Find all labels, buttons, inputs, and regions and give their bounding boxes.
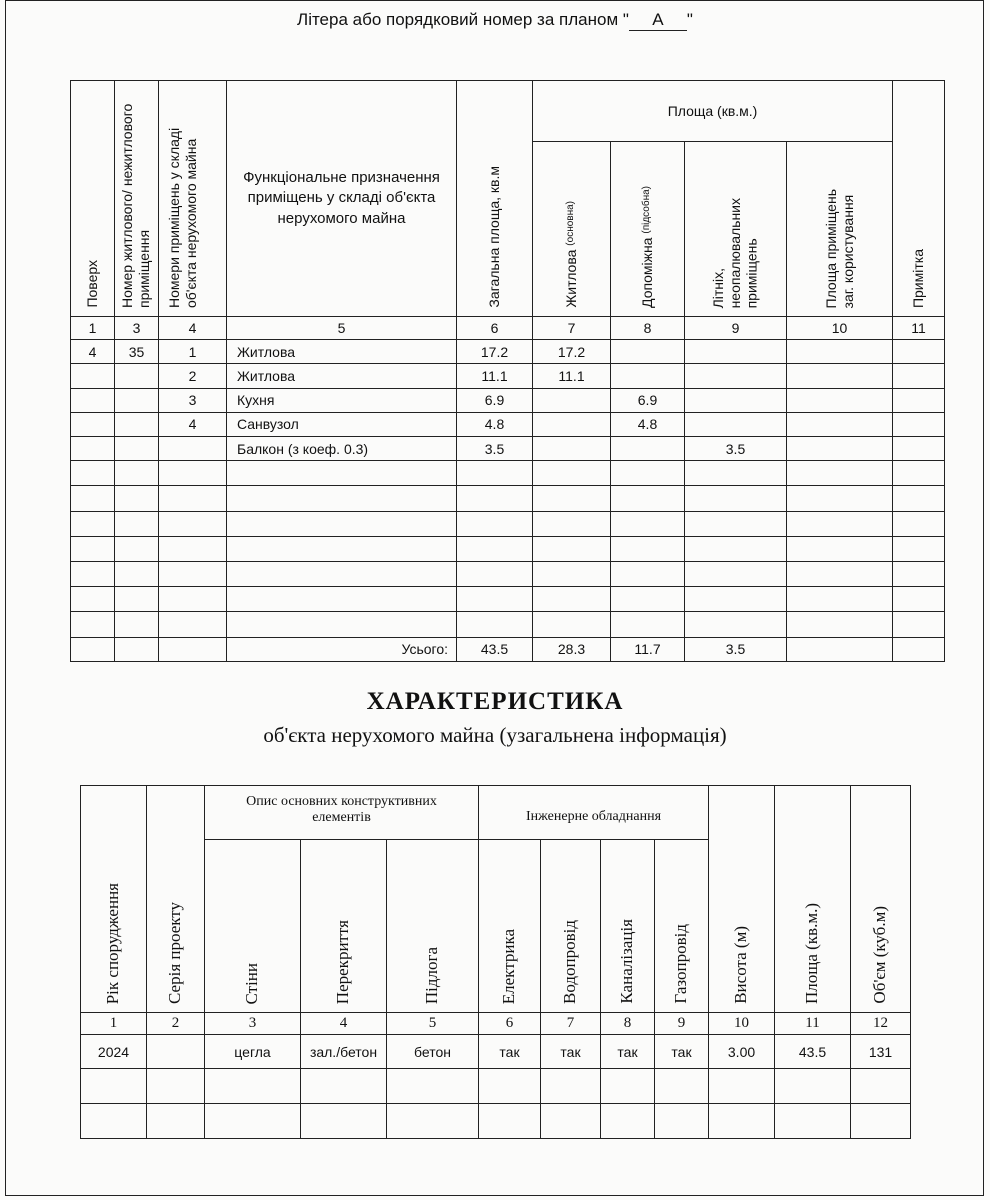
cell-purpose: Кухня [227,388,457,412]
header-room-numbers: Номери приміщень у складі об'єкта нерухомого майна [159,81,227,317]
cell-living [533,437,611,461]
characteristics-title: ХАРАКТЕРИСТИКА [366,688,624,715]
header-series: Серія проекту [147,786,205,1013]
cell-total: 4.8 [457,412,533,436]
header-engineering-group: Інженерне обладнання [479,786,709,840]
cell-area: 43.5 [775,1035,851,1069]
cell-purpose: Санвузол [227,412,457,436]
header-note: Примітка [893,81,945,317]
cell-common [787,437,893,461]
cell-floor [71,437,115,461]
colnum: 10 [787,317,893,340]
cell-year: 2024 [81,1035,147,1069]
cell-common [787,412,893,436]
cell-unit [115,388,159,412]
litera-line [0,10,990,31]
header-electric: Електрика [479,840,541,1013]
cell-living [533,388,611,412]
litera-suffix: " [686,10,693,29]
header-sewer: Каналізація [601,840,655,1013]
cell-purpose: Житлова [227,340,457,364]
cell-living [533,412,611,436]
colnum: 5 [387,1013,479,1035]
colnum: 6 [457,317,533,340]
cell-summer [685,340,787,364]
colnum: 3 [205,1013,301,1035]
cell-room: 3 [159,388,227,412]
colnum: 8 [601,1013,655,1035]
header-common: Площа приміщень заг. користування [787,141,893,317]
header-structure-group: Опис основних конструктивних елементів [205,786,479,840]
cell-unit [115,437,159,461]
header-floor: Поверх [71,81,115,317]
header-walls: Стіни [205,840,301,1013]
litera-value: А [629,10,687,31]
colnum: 12 [851,1013,911,1035]
header-height: Висота (м) [709,786,775,1013]
cell-note [893,437,945,461]
cell-living: 11.1 [533,364,611,388]
colnum: 11 [893,317,945,340]
empty-row [71,511,945,536]
totals-living: 28.3 [533,637,611,661]
cell-aux [611,437,685,461]
colnum: 7 [541,1013,601,1035]
cell-aux: 4.8 [611,412,685,436]
cell-aux [611,340,685,364]
characteristics-subtitle: об'єкта нерухомого майна (узагальнена інформація) [263,723,727,747]
cell-note [893,388,945,412]
cell-total: 6.9 [457,388,533,412]
cell-note [893,340,945,364]
header-year: Рік спорудження [81,786,147,1013]
empty-row [71,587,945,612]
cell-room: 1 [159,340,227,364]
colnum: 10 [709,1013,775,1035]
colnum: 1 [71,317,115,340]
header-water: Водопровід [541,840,601,1013]
cell-floors-ceiling: зал./бетон [301,1035,387,1069]
colnum: 11 [775,1013,851,1035]
totals-row [71,637,945,661]
colnum: 2 [147,1013,205,1035]
empty-row [71,486,945,511]
table-row [71,437,945,461]
cell-floor-type: бетон [387,1035,479,1069]
empty-row [71,562,945,587]
column-numbers-row [71,317,945,340]
colnum: 9 [685,317,787,340]
empty-row [71,612,945,637]
table-row [71,364,945,388]
cell-floor [71,364,115,388]
cell-floor: 4 [71,340,115,364]
header-unit-number: Номер житлового/ нежитлового приміщення [115,81,159,317]
cell-height: 3.00 [709,1035,775,1069]
colnum: 3 [115,317,159,340]
cell-note [893,412,945,436]
header-living: Житлова (основна) [533,141,611,317]
cell-unit [115,364,159,388]
cell-total: 17.2 [457,340,533,364]
cell-summer [685,412,787,436]
cell-total: 11.1 [457,364,533,388]
characteristics-table [80,785,911,1139]
cell-floor [71,388,115,412]
cell-purpose: Житлова [227,364,457,388]
header-area: Площа (кв.м.) [775,786,851,1013]
colnum: 6 [479,1013,541,1035]
colnum: 4 [301,1013,387,1035]
cell-room: 2 [159,364,227,388]
rooms-table [70,80,945,662]
header-auxiliary: Допоміжна (підсобна) [611,141,685,317]
table-row [71,340,945,364]
header-floors-ceiling: Перекриття [301,840,387,1013]
cell-common [787,340,893,364]
header-summer: Літніх, неопалювальних приміщень [685,141,787,317]
cell-walls: цегла [205,1035,301,1069]
empty-row [81,1069,911,1104]
cell-sewer: так [601,1035,655,1069]
cell-volume: 131 [851,1035,911,1069]
litera-prefix: Літера або порядковий номер за планом " [297,10,629,29]
colnum: 1 [81,1013,147,1035]
cell-room [159,437,227,461]
cell-aux: 6.9 [611,388,685,412]
cell-living: 17.2 [533,340,611,364]
totals-aux: 11.7 [611,637,685,661]
totals-total: 43.5 [457,637,533,661]
cell-water: так [541,1035,601,1069]
empty-row [71,461,945,486]
cell-summer [685,364,787,388]
cell-electric: так [479,1035,541,1069]
cell-floor [71,412,115,436]
totals-summer: 3.5 [685,637,787,661]
colnum: 9 [655,1013,709,1035]
header-total-area: Загальна площа, кв.м [457,81,533,317]
cell-aux [611,364,685,388]
colnum: 7 [533,317,611,340]
cell-gas: так [655,1035,709,1069]
cell-unit: 35 [115,340,159,364]
header-volume: Об'єм (куб.м) [851,786,911,1013]
cell-note [893,364,945,388]
cell-summer: 3.5 [685,437,787,461]
totals-label: Усього: [227,637,457,661]
cell-purpose: Балкон (з коеф. 0.3) [227,437,457,461]
header-purpose: Функціональне призначення приміщень у складі об'єкта нерухомого майна [227,81,457,317]
header-area-group: Площа (кв.м.) [533,81,893,142]
header-floor-type: Підлога [387,840,479,1013]
table-row [71,412,945,436]
table-row [81,1035,911,1069]
cell-total: 3.5 [457,437,533,461]
header-gas: Газопровід [655,840,709,1013]
colnum: 4 [159,317,227,340]
cell-room: 4 [159,412,227,436]
table-row [71,388,945,412]
colnum: 8 [611,317,685,340]
cell-summer [685,388,787,412]
cell-common [787,388,893,412]
empty-row [71,536,945,561]
column-numbers-row [81,1013,911,1035]
cell-unit [115,412,159,436]
cell-common [787,364,893,388]
empty-row [81,1104,911,1139]
cell-series [147,1035,205,1069]
colnum: 5 [227,317,457,340]
